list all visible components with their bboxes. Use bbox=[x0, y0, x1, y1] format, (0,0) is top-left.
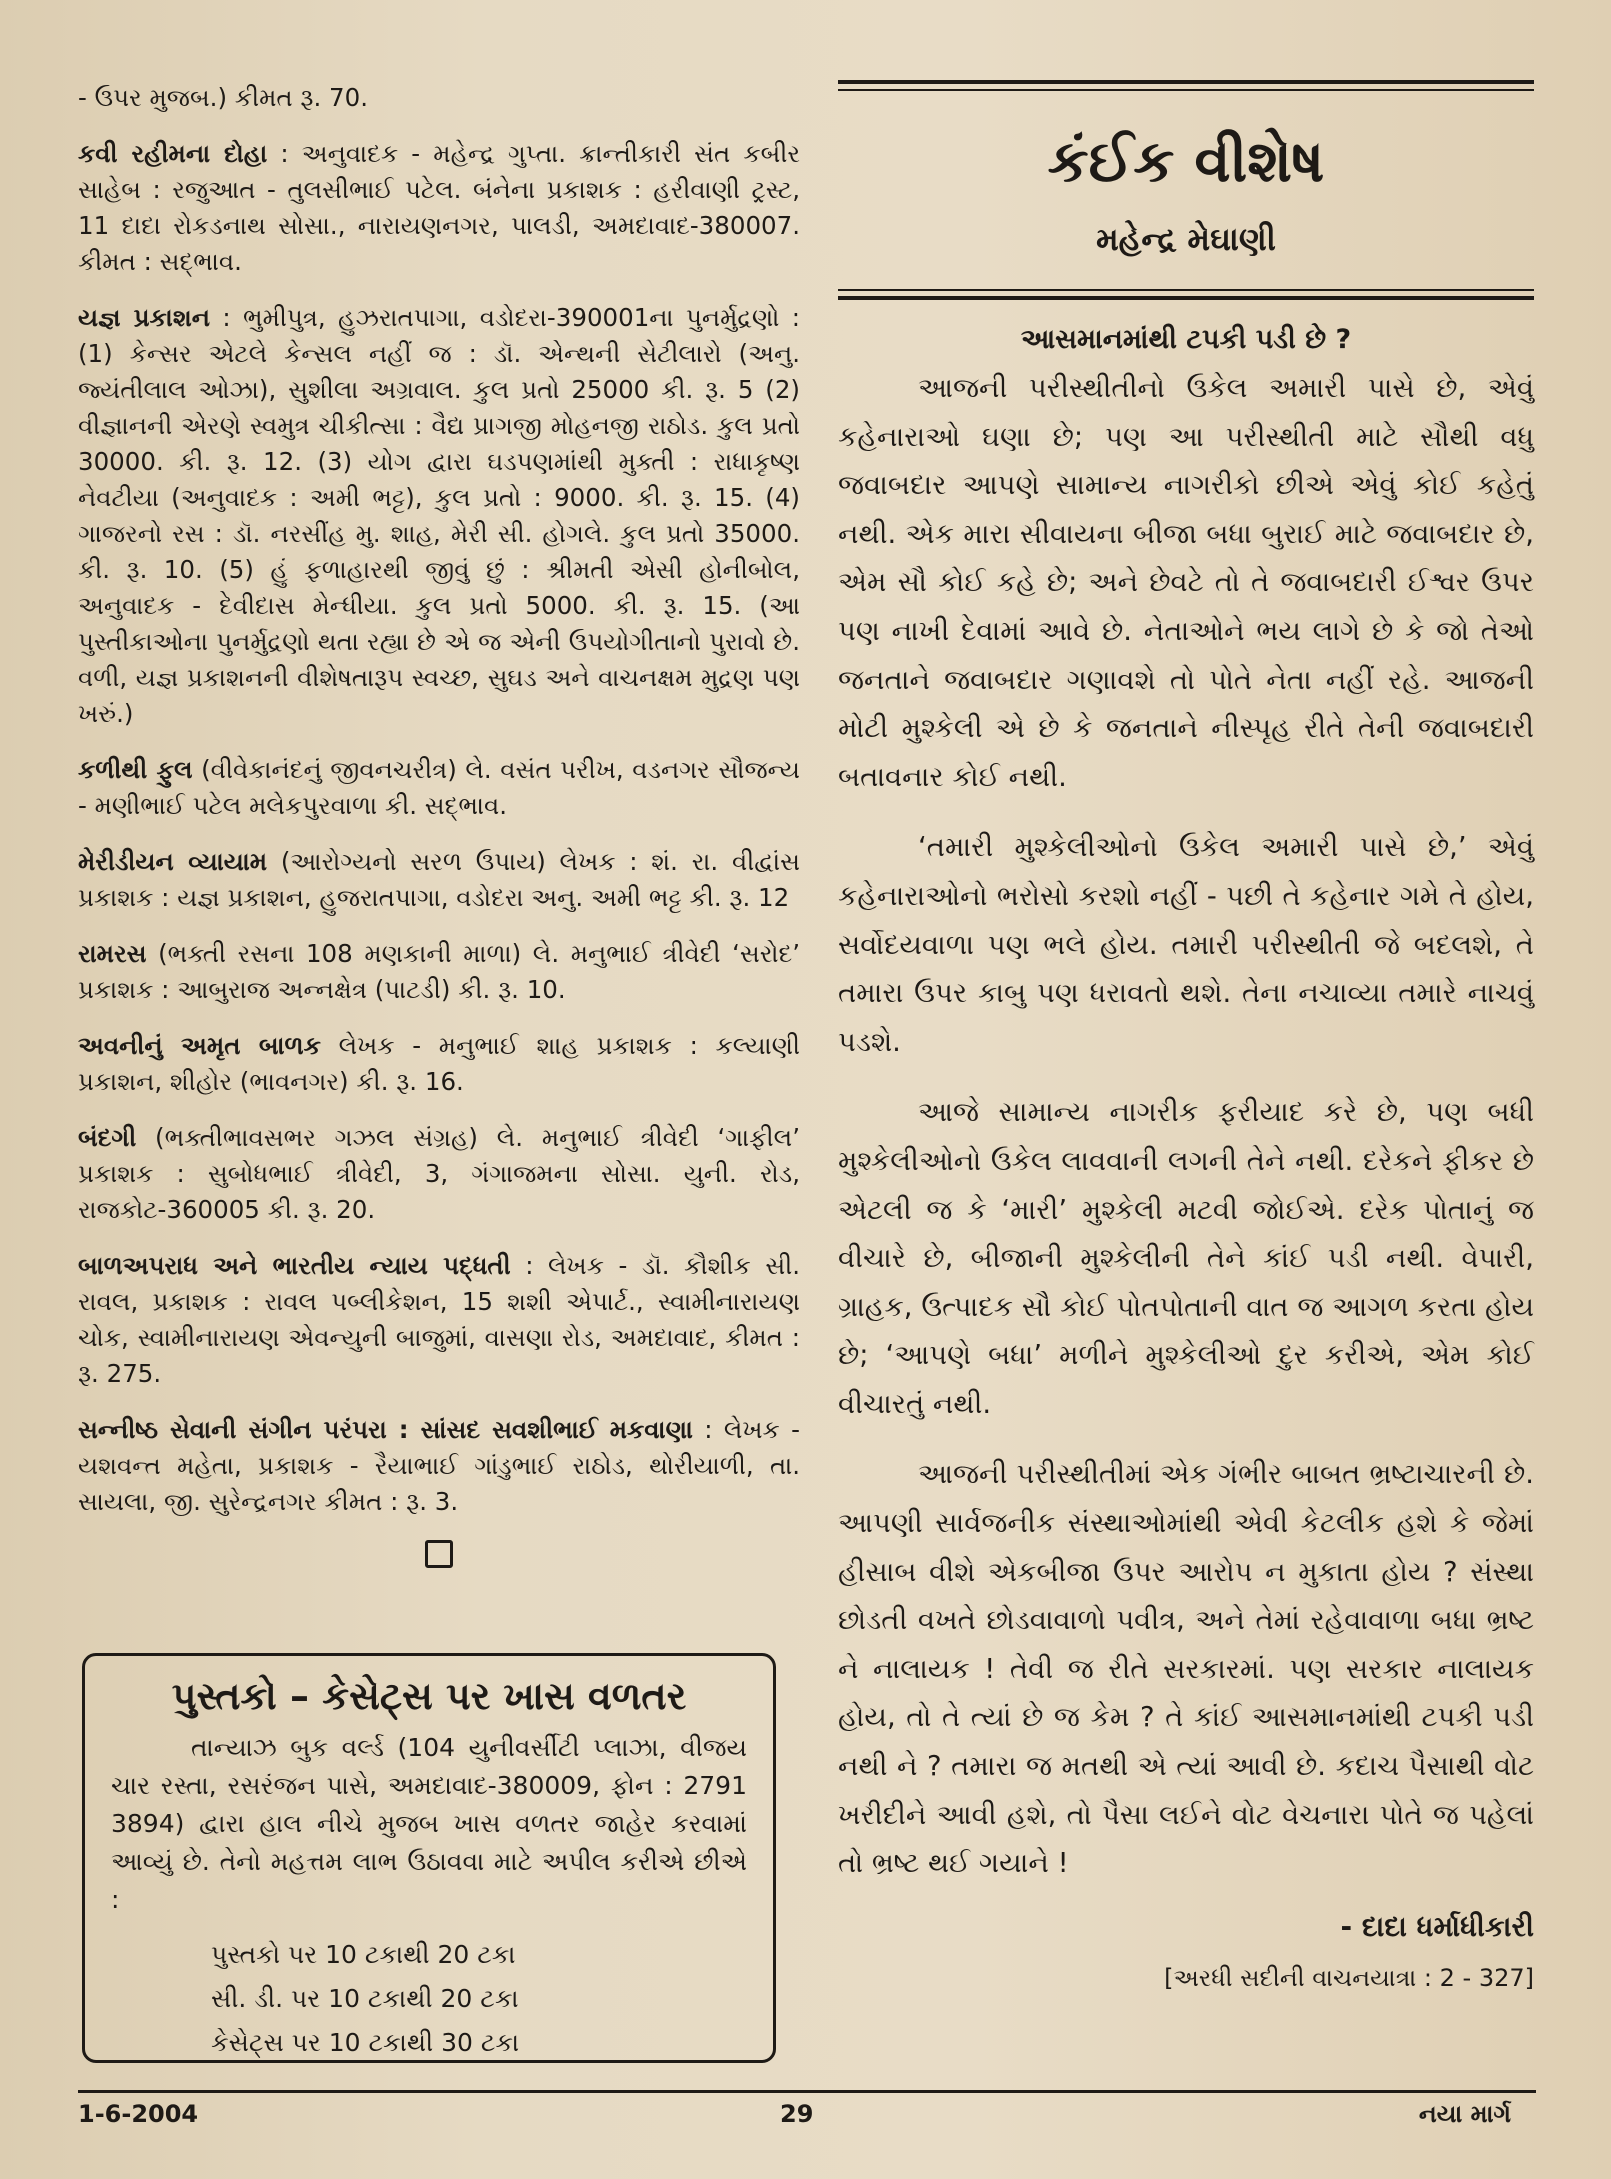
header-bottom-rule-thin bbox=[838, 289, 1534, 291]
section-end-box-icon bbox=[425, 1540, 453, 1568]
review-entry bbox=[78, 300, 800, 732]
review-title: બંદગી bbox=[78, 1123, 137, 1152]
article-source: [અરધી સદીની વાચનયાત્રા : 2 - 327] bbox=[1164, 1963, 1534, 1992]
review-text: : લેખક - યશવન્ત મહેતા, પ્રકાશક - રૈયાભાઈ ગાંડુભાઈ રાઠોડ, થોરીયાળી, તા. સાયલા, જી. સુરેન્દ્રનગર કીમત : રૂ. 3. bbox=[78, 1415, 800, 1516]
review-entry bbox=[78, 1120, 800, 1228]
article-heading: આસમાનમાંથી ટપકી પડી છે ? bbox=[1020, 324, 1352, 355]
review-entry bbox=[78, 844, 800, 916]
header-bottom-rule bbox=[838, 296, 1534, 300]
review-entry bbox=[78, 1248, 800, 1392]
footer-rule bbox=[78, 2090, 1536, 2093]
section-title: કંઈક વીશેષ bbox=[1047, 127, 1325, 195]
top-rule-thin bbox=[838, 89, 1534, 91]
review-entry bbox=[78, 1412, 800, 1520]
section-author: મહેન્દ્ર મેઘાણી bbox=[1096, 220, 1276, 258]
offer-body: તાન્યાઝ બુક વર્લ્ડ (104 યુનીવર્સીટી પ્લાઝા, વીજય ચાર રસ્તા, રસરંજન પાસે, અમદાવાદ-380009, ફોન : 2791 3894) દ્વારા હાલ નીચે મુજબ ખાસ વળતર જાહેર કરવામાં આવ્યું છે. તેનો મહત્તમ લાભ ઉઠાવવા માટે અપીલ કરીએ છીએ : bbox=[111, 1733, 747, 1914]
review-text: (ભક્તી રસના 108 મણકાની માળા) લે. મનુભાઈ ત્રીવેદી ‘સરોદ’ પ્રકાશક : આબુરાજ અન્નક્ષેત્ર (પાટડી) કી. રૂ. 10. bbox=[78, 939, 800, 1004]
review-text: લેખક - મનુભાઈ શાહ પ્રકાશક : કલ્યાણી પ્રકાશન, શીહોર (ભાવનગર) કી. રૂ. 16. bbox=[78, 1031, 800, 1096]
review-text: (ભક્તીભાવસભર ગઝલ સંગ્રહ) લે. મનુભાઈ ત્રીવેદી ‘ગાફીલ’ પ્રકાશક : સુબોધભાઈ ત્રીવેદી, 3, ગંગાજમના સોસા. યુની. રોડ, રાજકોટ-360005 કી. રૂ. 20. bbox=[78, 1123, 800, 1224]
review-title: અવનીનું અમૃત બાળક bbox=[78, 1031, 321, 1060]
offer-line: સી. ડી. પર 10 ટકાથી 20 ટકા bbox=[211, 1984, 519, 2013]
article-paragraph: આજની પરીસ્થીતીનો ઉકેલ અમારી પાસે છે, એવું કહેનારાઓ ઘણા છે; પણ આ પરીસ્થીતી માટે સૌથી વધુ જવાબદાર આપણે સામાન્ય નાગરીકો છીએ એવું કોઈ કહેતું નથી. એક મારા સીવાયના બીજા બધા બુરાઈ માટે જવાબદાર છે, એમ સૌ કોઈ કહે છે; અને છેવટે તો તે જવાબદારી ઈશ્વર ઉપર પણ નાખી દેવામાં આવે છે. નેતાઓને ભય લાગે છે કે જો તેઓ જનતાને જવાબદાર ગણાવશે તો પોતે નેતા નહીં રહે. આજની મોટી મુશ્કેલી એ છે કે જનતાને નીસ્પૃહ રીતે તેની જવાબદારી બતાવનાર કોઈ નથી. bbox=[838, 372, 1534, 793]
article-signature: - દાદા ધર્માધીકારી bbox=[1340, 1909, 1534, 1943]
article-paragraph: આજની પરીસ્થીતીમાં એક ગંભીર બાબત ભ્રષ્ટાચારની છે. આપણી સાર્વજનીક સંસ્થાઓમાંથી એવી કેટલીક હશે કે જેમાં હીસાબ વીશે એકબીજા ઉપર આરોપ ન મુકાતા હોય ? સંસ્થા છોડતી વખતે છોડવાવાળો પવીત્ર, અને તેમાં રહેવાવાળા બધા ભ્રષ્ટ ને નાલાયક ! તેવી જ રીતે સરકારમાં. પણ સરકાર નાલાયક હોય, તો તે ત્યાં છે જ કેમ ? તે કાંઈ આસમાનમાંથી ટપકી પડી નથી ને ? તમારા જ મતથી એ ત્યાં આવી છે. કદાચ પૈસાથી વોટ ખરીદીને આવી હશે, તો પૈસા લઈને વોટ વેચનારા પોતે જ પહેલાં તો ભ્રષ્ટ થઈ ગયાને ! bbox=[838, 1458, 1534, 1880]
review-entry bbox=[78, 752, 800, 824]
page-number: 29 bbox=[780, 2100, 814, 2128]
discount-offer-box bbox=[82, 1653, 776, 2063]
review-entry bbox=[78, 1028, 800, 1100]
review-title: કવી રહીમના દોહા bbox=[78, 139, 268, 168]
review-entry bbox=[78, 936, 800, 1008]
review-title: યજ્ઞ પ્રકાશન bbox=[78, 303, 210, 332]
review-title: રામરસ bbox=[78, 939, 147, 968]
offer-list bbox=[211, 1933, 747, 2065]
offer-line: પુસ્તકો પર 10 ટકાથી 20 ટકા bbox=[211, 1940, 516, 1969]
article-body bbox=[838, 364, 1534, 1888]
top-rule bbox=[838, 80, 1534, 84]
review-title: સન્નીષ્ઠ સેવાની સંગીન પરંપરા : સાંસદ સવશીભાઈ મકવાણા bbox=[78, 1415, 693, 1444]
article-paragraph: ‘તમારી મુશ્કેલીઓનો ઉકેલ અમારી પાસે છે,’ એવું કહેનારાઓનો ભરોસો કરશો નહીં - પછી તે કહેનાર ગમે તે હોય, સર્વોદયવાળા પણ ભલે હોય. તમારી પરીસ્થીતી જે બદલશે, તે તમારા ઉપર કાબુ પણ ધરાવતો થશે. તેના નચાવ્યા તમારે નાચવું પડશે. bbox=[838, 831, 1534, 1058]
review-title: કળીથી ફુલ bbox=[78, 755, 193, 784]
review-text: (વીવેકાનંદનું જીવનચરીત્ર) લે. વસંત પરીખ, વડનગર સૌજન્ય - મણીભાઈ પટેલ મલેકપુરવાળા કી. સદ્ભાવ. bbox=[78, 755, 800, 820]
book-reviews-column bbox=[78, 80, 800, 1584]
footer-date: 1-6-2004 bbox=[78, 2100, 199, 2128]
review-title: મેરીડીયન વ્યાયામ bbox=[78, 847, 268, 876]
offer-line: કેસેટ્સ પર 10 ટકાથી 30 ટકા bbox=[211, 2028, 520, 2057]
review-text: : લેખક - ડૉ. કૌશીક સી. રાવલ, પ્રકાશક : રાવલ પબ્લીકેશન, 15 શશી એપાર્ટ., સ્વામીનારાયણ ચોક, સ્વામીનારાયણ એવન્યુની બાજુમાં, વાસણા રોડ, અમદાવાદ, કીમત : રૂ. 275. bbox=[78, 1251, 800, 1388]
offer-title: પુસ્તકો – કેસેટ્સ પર ખાસ વળતર bbox=[171, 1674, 687, 1718]
article-paragraph: આજે સામાન્ય નાગરીક ફરીયાદ કરે છે, પણ બધી મુશ્કેલીઓનો ઉકેલ લાવવાની લગની તેને નથી. દરેકને ફીકર છે એટલી જ કે ‘મારી’ મુશ્કેલી મટવી જોઈએ. દરેક પોતાનું જ વીચારે છે, બીજાની મુશ્કેલીની તેને કાંઈ પડી નથી. વેપારી, ગ્રાહક, ઉત્પાદક સૌ કોઈ પોતપોતાની વાત જ આગળ કરતા હોય છે; ‘આપણે બધા’ મળીને મુશ્કેલીઓ દુર કરીએ, એમ કોઈ વીચારતું નથી. bbox=[838, 1096, 1534, 1420]
review-entry bbox=[78, 136, 800, 280]
magazine-name: નયા માર્ગ bbox=[1418, 2100, 1511, 2128]
feature-column bbox=[838, 80, 1534, 1992]
review-title: બાળઅપરાધ અને ભારતીય ન્યાય પદ્ધતી bbox=[78, 1251, 511, 1280]
review-text: - ઉપર મુજબ.) કીમત રૂ. 70. bbox=[78, 83, 368, 112]
review-text: (આરોગ્યનો સરળ ઉપાય) લેખક : શં. રા. વીદ્વાંસ પ્રકાશક : યજ્ઞ પ્રકાશન, હુજરાતપાગા, વડોદરા અનુ. અમી ભટ્ટ કી. રૂ. 12 bbox=[78, 847, 801, 912]
review-text: : અનુવાદક - મહેન્દ્ર ગુપ્તા. ક્રાન્તીકારી સંત કબીર સાહેબ : રજુઆત - તુલસીભાઈ પટેલ. બંનેના પ્રકાશક : હરીવાણી ટ્રસ્ટ, 11 દાદા રોકડનાથ સોસા., નારાયણનગર, પાલડી, અમદાવાદ-380007. કીમત : સદ્ભાવ. bbox=[78, 139, 800, 276]
review-entry bbox=[78, 80, 800, 116]
review-text: : ભુમીપુત્ર, હુઝરાતપાગા, વડોદરા-390001ના પુનર્મુદ્રણો : (1) કેન્સર એટલે કેન્સલ નહીં જ : ડૉ. એન્થની સેટીલારો (અનુ. જ્યંતીલાલ ઓઝા), સુશીલા અગ્રવાલ. કુલ પ્રતો 25000 કી. રૂ. 5 (2) વીજ્ઞાનની એરણે સ્વમુત્ર ચીકીત્સા : વૈદ્ય પ્રાગજી મોહનજી રાઠોડ. કુલ પ્રતો 30000. કી. રૂ. 12. (3) યોગ દ્વારા ઘડપણમાંથી મુક્તી : રાધાકૃષ્ણ નેવટીયા (અનુવાદક : અમી ભટ્ટ), કુલ પ્રતો : 9000. કી. રૂ. 15. (4) ગાજરનો રસ : ડૉ. નરસીંહ મુ. શાહ, મેરી સી. હોગલે. કુલ પ્રતો 35000. કી. રૂ. 10. (5) હું ફળાહારથી જીવું છું : શ્રીમતી એસી હોનીબોલ, અનુવાદક - દેવીદાસ મેન્ધીયા. કુલ પ્રતો 5000. કી. રૂ. 15. (આ પુસ્તીકાઓના પુનર્મુદ્રણો થતા રહ્યા છે એ જ એની ઉપયોગીતાનો પુરાવો છે. વળી, યજ્ઞ પ્રકાશનની વીશેષતારૂપ સ્વચ્છ, સુઘડ અને વાચનક્ષમ મુદ્રણ પણ ખરું.) bbox=[78, 303, 801, 728]
